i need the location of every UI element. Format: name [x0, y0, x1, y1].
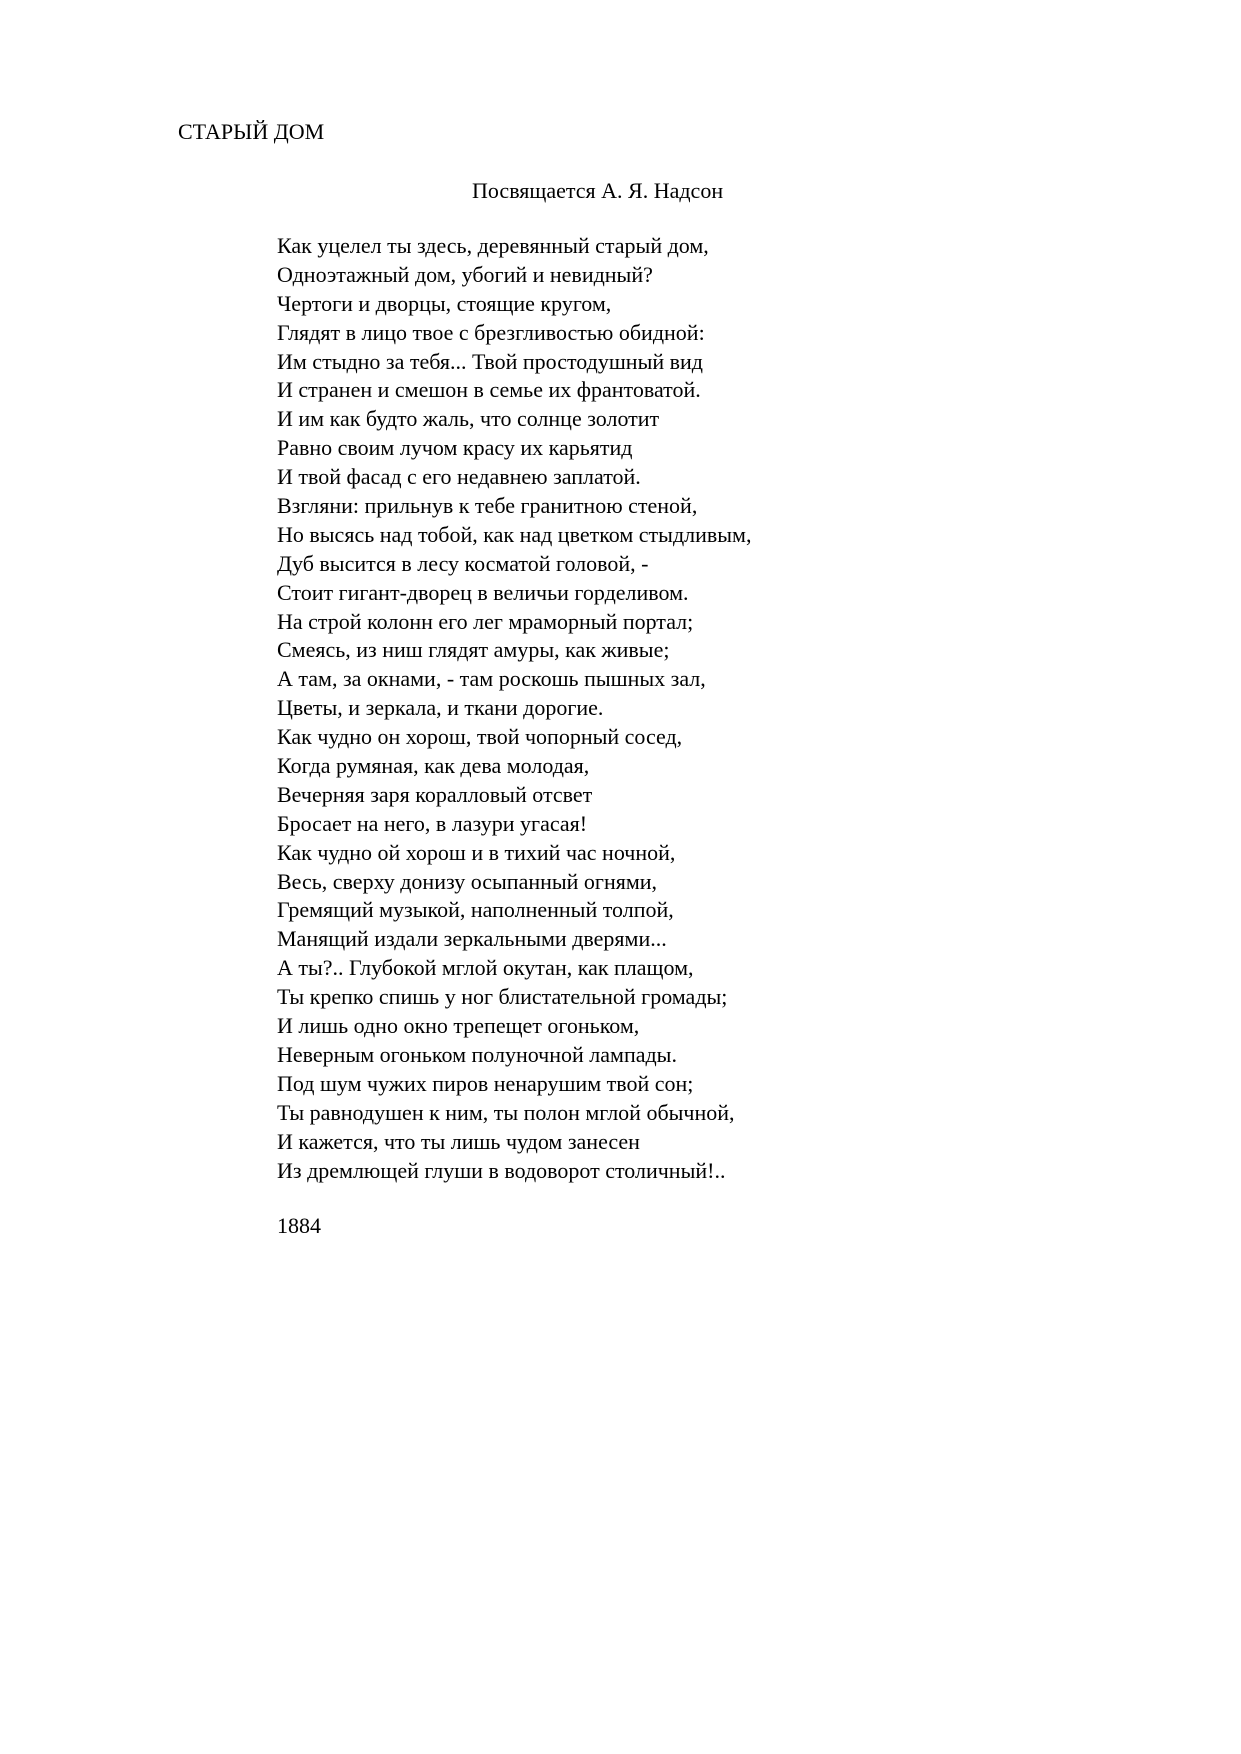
poem-line: На строй колонн его лег мраморный портал;	[277, 608, 694, 634]
poem-line: И кажется, что ты лишь чудом занесен	[277, 1128, 640, 1154]
poem-line: Ты равнодушен к ним, ты полон мглой обычной,	[277, 1099, 735, 1125]
poem-line: Из дремлющей глуши в водоворот столичный!..	[277, 1157, 726, 1183]
poem-title: СТАРЫЙ ДОМ	[178, 119, 325, 144]
poem-line: Ты крепко спишь у ног блистательной громады;	[277, 984, 728, 1010]
poem-line: Манящий издали зеркальными дверями...	[277, 926, 667, 952]
poem-body	[277, 232, 751, 1185]
poem-line: Когда румяная, как дева молодая,	[277, 753, 590, 779]
poem-line: Под шум чужих пиров ненарушим твой сон;	[277, 1070, 694, 1096]
poem-year: 1884	[277, 1213, 321, 1238]
poem-line: Но высясь над тобой, как над цветком стыдливым,	[277, 521, 752, 547]
poem-line: Глядят в лицо твое с брезгливостью обидной:	[277, 319, 705, 345]
poem-line: Чертоги и дворцы, стоящие кругом,	[277, 290, 612, 316]
poem-line: Вечерняя заря коралловый отсвет	[277, 781, 593, 807]
poem-line: Гремящий музыкой, наполненный толпой,	[277, 897, 674, 923]
poem-line: Дуб высится в лесу косматой головой, -	[277, 550, 649, 576]
poem-line: Неверным огоньком полуночной лампады.	[277, 1041, 677, 1067]
poem-line: Как уцелел ты здесь, деревянный старый дом,	[277, 233, 709, 258]
poem-line: Как чудно ой хорош и в тихий час ночной,	[277, 839, 676, 865]
poem-line: Им стыдно за тебя... Твой простодушный вид	[277, 348, 703, 374]
poem-line: Взгляни: прильнув к тебе гранитною стеной,	[277, 493, 698, 519]
poem-line: Равно своим лучом красу их карьятид	[277, 435, 633, 461]
poem-line: Бросает на него, в лазури угасая!	[277, 810, 588, 836]
poem-line: И лишь одно окно трепещет огоньком,	[277, 1013, 640, 1039]
poem-line: Цветы, и зеркала, и ткани дорогие.	[277, 695, 604, 721]
poem-line: А ты?.. Глубокой мглой окутан, как плащом,	[277, 955, 694, 981]
poem-line: Одноэтажный дом, убогий и невидный?	[277, 261, 653, 287]
poem-line: А там, за окнами, - там роскошь пышных зал,	[277, 666, 706, 692]
poem-line: Стоит гигант-дворец в величьи горделивом.	[277, 579, 689, 605]
poem-line: И твой фасад с его недавнею заплатой.	[277, 464, 641, 490]
poem-line: Как чудно он хорош, твой чопорный сосед,	[277, 724, 683, 750]
poem-line: Смеясь, из ниш глядят амуры, как живые;	[277, 637, 670, 663]
poem-dedication: Посвящается А. Я. Надсон	[472, 178, 724, 203]
poem-line: Весь, сверху донизу осыпанный огнями,	[277, 868, 658, 894]
poem-line: И странен и смешон в семье их франтоватой.	[277, 377, 701, 403]
poem-line: И им как будто жаль, что солнце золотит	[277, 406, 660, 432]
